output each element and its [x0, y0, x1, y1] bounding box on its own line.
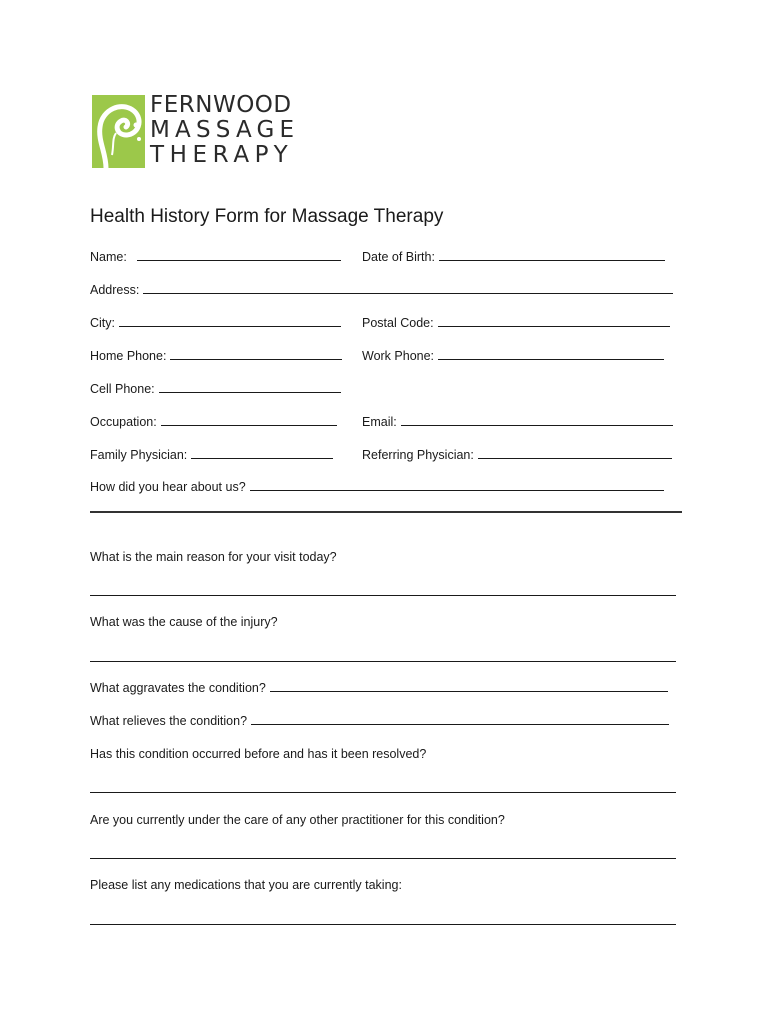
family-physician-label: Family Physician: [90, 448, 188, 462]
name-label: Name: [90, 250, 127, 264]
email-input-line[interactable] [401, 415, 673, 426]
work-phone-input-line[interactable] [438, 349, 664, 360]
email-label: Email: [362, 415, 397, 429]
question-aggravates: What aggravates the condition? [90, 681, 266, 695]
form-title: Health History Form for Massage Therapy [90, 206, 444, 227]
address-field[interactable] [90, 283, 673, 297]
cell-phone-field[interactable] [90, 382, 341, 396]
relieves-field[interactable] [90, 714, 669, 728]
answer-line-main-reason[interactable] [90, 595, 676, 596]
city-input-line[interactable] [119, 316, 341, 327]
occupation-field[interactable] [90, 415, 337, 429]
postal-code-field[interactable] [362, 316, 670, 330]
question-relieves: What relieves the condition? [90, 714, 248, 728]
family-physician-field[interactable] [90, 448, 333, 462]
referral-source-input-line[interactable] [250, 480, 664, 491]
occupation-input-line[interactable] [161, 415, 337, 426]
name-field[interactable] [90, 250, 341, 264]
city-label: City: [90, 316, 115, 330]
dob-label: Date of Birth: [362, 250, 435, 264]
question-main-reason: What is the main reason for your visit today? [90, 550, 337, 564]
question-other-practitioner: Are you currently under the care of any other practitioner for this condition? [90, 813, 505, 827]
question-medications: Please list any medications that you are currently taking: [90, 878, 402, 892]
home-phone-field[interactable] [90, 349, 342, 363]
fern-spiral-icon [92, 95, 145, 168]
email-field[interactable] [362, 415, 673, 429]
postal-code-label: Postal Code: [362, 316, 434, 330]
logo-line-3: THERAPY [150, 142, 294, 168]
address-input-line[interactable] [143, 283, 673, 294]
cell-phone-label: Cell Phone: [90, 382, 155, 396]
city-field[interactable] [90, 316, 341, 330]
dob-input-line[interactable] [439, 250, 665, 261]
section-divider [90, 511, 682, 513]
answer-line-relieves[interactable] [251, 714, 669, 725]
logo-line-2: MASSAGE [150, 117, 300, 143]
home-phone-label: Home Phone: [90, 349, 167, 363]
aggravates-field[interactable] [90, 681, 668, 695]
answer-line-occurred-before[interactable] [90, 792, 676, 793]
dob-field[interactable] [362, 250, 665, 264]
question-occurred-before: Has this condition occurred before and has it been resolved? [90, 747, 427, 761]
fernwood-logo [92, 94, 312, 170]
answer-line-other-practitioner[interactable] [90, 858, 676, 859]
answer-line-cause[interactable] [90, 661, 676, 662]
family-physician-input-line[interactable] [191, 448, 333, 459]
home-phone-input-line[interactable] [170, 349, 342, 360]
referring-physician-label: Referring Physician: [362, 448, 474, 462]
logo-line-1: FERNWOOD [150, 92, 292, 118]
referring-physician-input-line[interactable] [478, 448, 672, 459]
address-label: Address: [90, 283, 140, 297]
answer-line-medications[interactable] [90, 924, 676, 925]
work-phone-label: Work Phone: [362, 349, 435, 363]
referring-physician-field[interactable] [362, 448, 672, 462]
question-cause: What was the cause of the injury? [90, 615, 278, 629]
work-phone-field[interactable] [362, 349, 664, 363]
referral-source-field[interactable] [90, 480, 664, 494]
name-input-line[interactable] [137, 250, 341, 261]
cell-phone-input-line[interactable] [159, 382, 341, 393]
postal-code-input-line[interactable] [438, 316, 670, 327]
logo-wordmark [150, 94, 299, 167]
answer-line-aggravates[interactable] [270, 681, 668, 692]
occupation-label: Occupation: [90, 415, 157, 429]
referral-source-label: How did you hear about us? [90, 480, 246, 494]
